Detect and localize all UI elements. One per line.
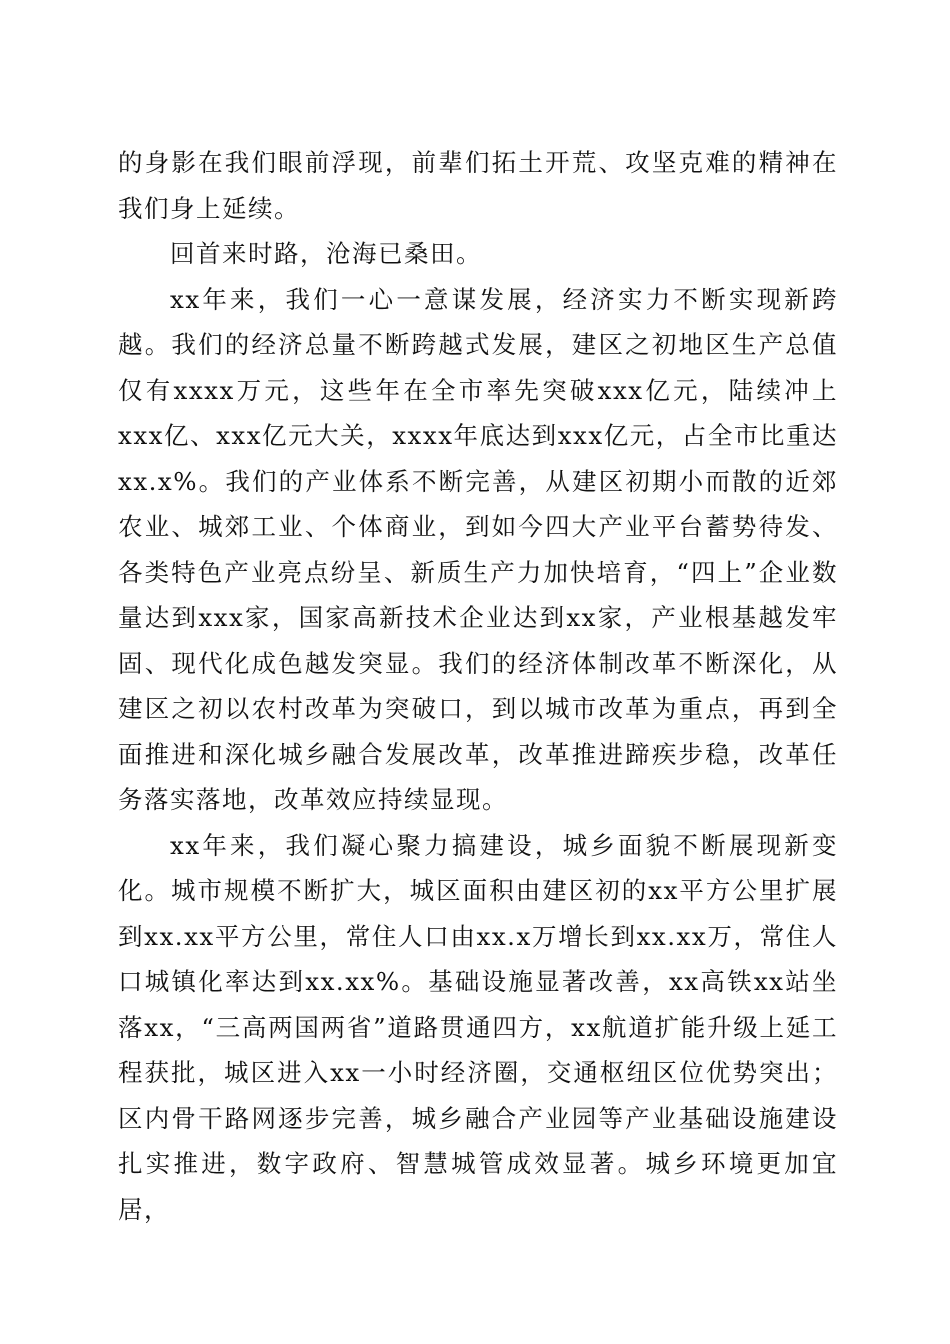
document-body — [118, 140, 838, 1232]
paragraph-continuation: 的身影在我们眼前浮现，前辈们拓土开荒、攻坚克难的精神在我们身上延续。 — [118, 148, 838, 223]
paragraph-transition: 回首来时路，沧海已桑田。 — [170, 239, 482, 268]
paragraph-economy: xx年来，我们一心一意谋发展，经济实力不断实现新跨越。我们的经济总量不断跨越式发展，建区之初地区生产总值仅有xxxx万元，这些年在全市率先突破xxx亿元，陆续冲上xxx亿、xxx亿元大关，xxxx年底达到xxx亿元，占全市比重达xx.x%。我们的产业体系不断完善，从建区初期小而散的近郊农业、城郊工业、个体商业，到如今四大产业平台蓄势待发、各类特色产业亮点纷呈、新质生产力加快培育，“四上”企业数量达到xxx家，国家高新技术企业达到xx家，产业根基越发牢固、现代化成色越发突显。我们的经济体制改革不断深化，从建区之初以农村改革为突破口，到以城市改革为重点，再到全面推进和深化城乡融合发展改革，改革推进蹄疾步稳，改革任务落实落地，改革效应持续显现。 — [118, 284, 838, 814]
paragraph-construction: xx年来，我们凝心聚力搞建设，城乡面貌不断展现新变化。城市规模不断扩大，城区面积由建区初的xx平方公里扩展到xx.xx平方公里，常住人口由xx.x万增长到xx.xx万，常住人口城镇化率达到xx.xx%。基础设施显著改善，xx高铁xx站坐落xx，“三高两国两省”道路贯通四方，xx航道扩能升级上延工程获批，城区进入xx一小时经济圈，交通枢纽区位优势突出；区内骨干路网逐步完善，城乡融合产业园等产业基础设施建设扎实推进，数字政府、智慧城管成效显著。城乡环境更加宜居， — [118, 830, 838, 1224]
